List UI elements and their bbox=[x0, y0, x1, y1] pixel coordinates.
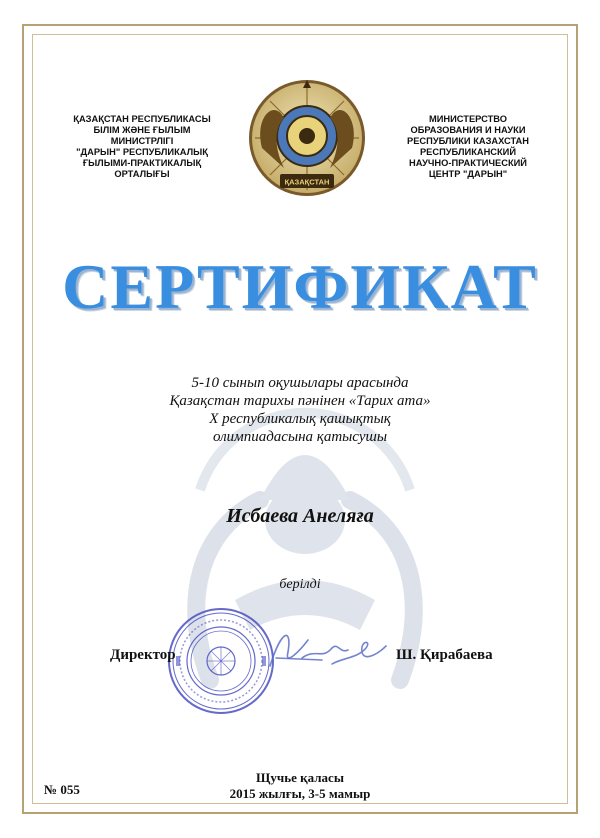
org-right-line: ОБРАЗОВАНИЯ И НАУКИ bbox=[410, 125, 526, 135]
description-line: Қазақстан тарихы пәнінен «Тарих ата» bbox=[169, 393, 431, 409]
org-left-line: ҚАЗАҚСТАН РЕСПУБЛИКАСЫ bbox=[73, 114, 211, 124]
certificate-description bbox=[100, 374, 500, 446]
org-left-line: "ДАРЫН" РЕСПУБЛИКАЛЫҚ bbox=[76, 147, 208, 157]
description-line: олимпиадасына қатысушы bbox=[212, 429, 388, 445]
org-right-line: НАУЧНО-ПРАКТИЧЕСКИЙ bbox=[409, 158, 527, 168]
org-right-line: РЕСПУБЛИКАНСКИЙ bbox=[419, 147, 517, 157]
org-left-line: БІЛІМ ЖӘНЕ ҒЫЛЫМ bbox=[93, 125, 191, 135]
description-line: Х республикалық қашықтық bbox=[209, 411, 391, 427]
official-stamp-icon bbox=[166, 606, 276, 716]
footer-date: 2015 жылғы, 3-5 мамыр bbox=[229, 786, 371, 801]
org-left-line: ОРТАЛЫҒЫ bbox=[114, 169, 170, 179]
footer-place-date bbox=[200, 770, 400, 802]
org-name-russian bbox=[368, 114, 568, 180]
org-left-line: ҒЫЛЫМИ-ПРАКТИКАЛЫҚ bbox=[82, 158, 202, 168]
certificate-number: № 055 bbox=[44, 782, 80, 797]
given-text: берілді bbox=[279, 577, 321, 592]
signer-name: Ш. Қирабаева bbox=[396, 647, 493, 663]
footer-city: Щучье қаласы bbox=[256, 770, 344, 785]
certificate-title: СЕРТИФИКАТ bbox=[62, 251, 538, 322]
org-right-line: МИНИСТЕРСТВО bbox=[428, 114, 508, 124]
org-right-line: РЕСПУБЛИКИ КАЗАХСТАН bbox=[407, 136, 529, 146]
description-line: 5-10 сынып оқушылары арасында bbox=[191, 375, 409, 391]
recipient-name: Исбаева Анеляға bbox=[226, 505, 374, 527]
emblem-label: ҚАЗАҚСТАН bbox=[284, 177, 330, 187]
org-left-line: МИНИСТРЛІГІ bbox=[110, 136, 174, 146]
director-label: Директор bbox=[110, 647, 176, 663]
org-right-line: ЦЕНТР "ДАРЫН" bbox=[428, 169, 508, 179]
state-emblem-icon bbox=[244, 78, 370, 204]
signature-icon bbox=[262, 618, 392, 680]
org-name-kazakh bbox=[42, 114, 242, 180]
